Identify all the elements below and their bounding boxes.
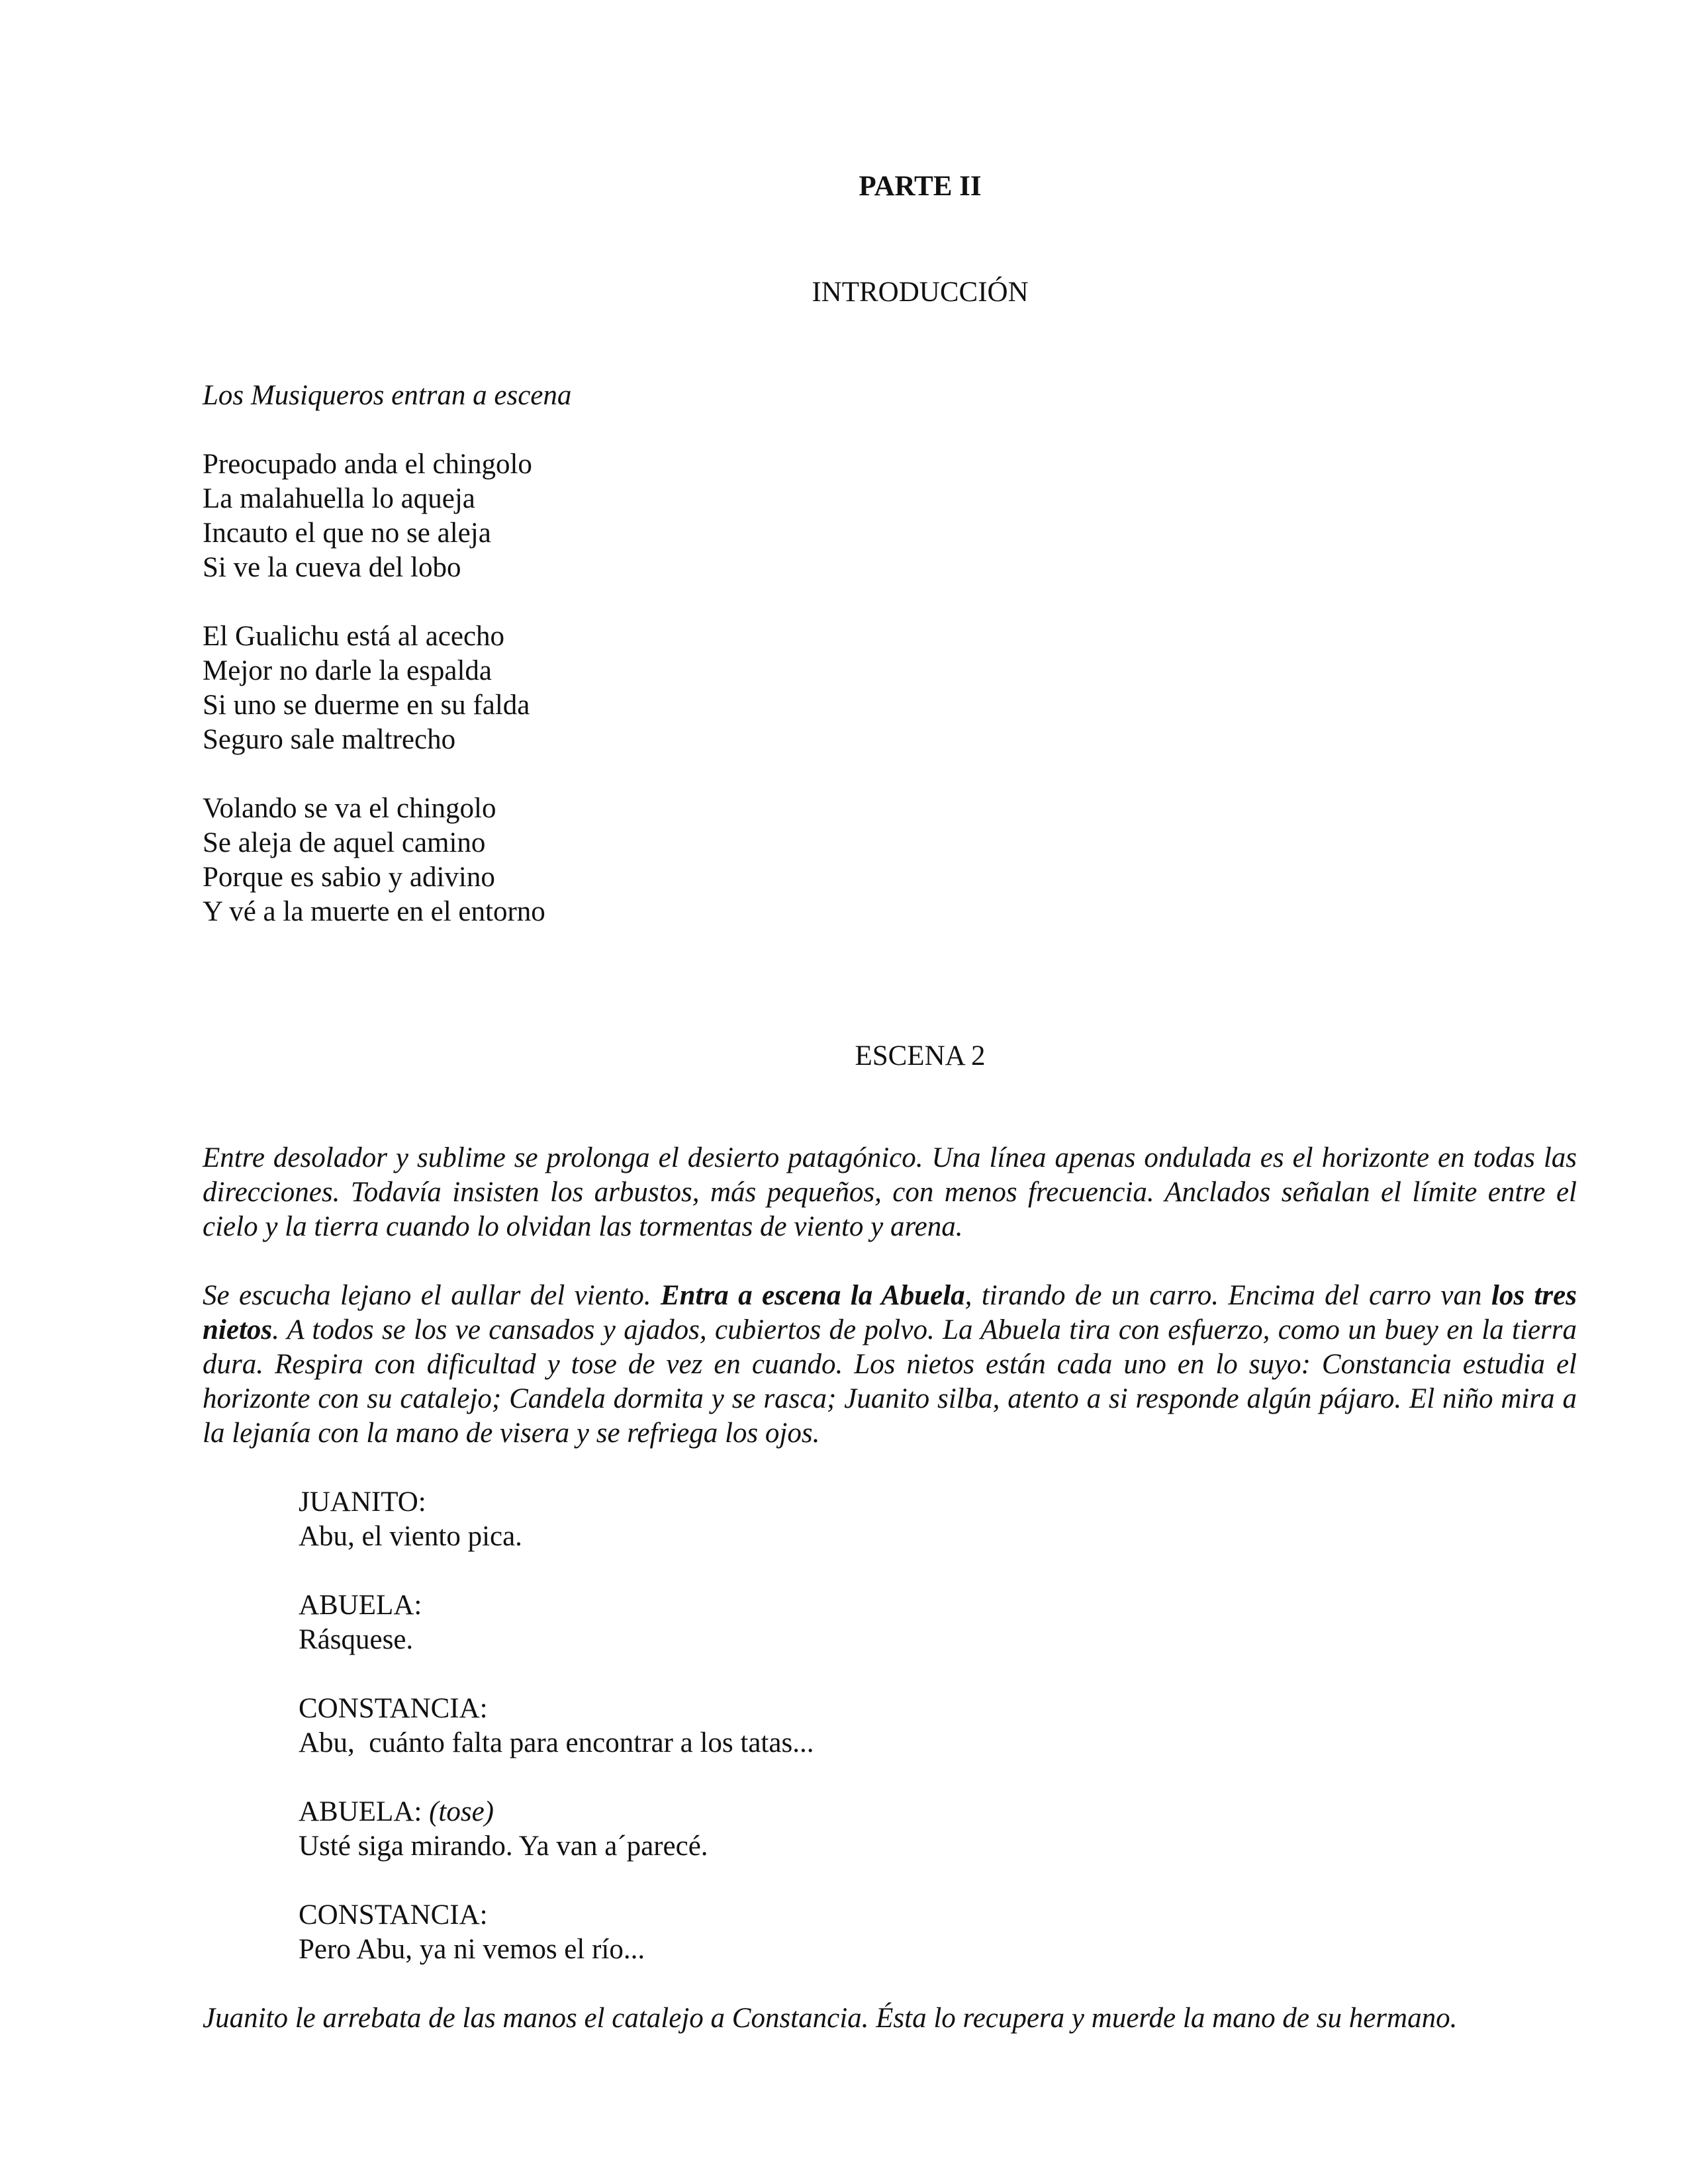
dialogue-block <box>299 1795 1556 1864</box>
parenthetical-direction: (tose) <box>429 1796 494 1827</box>
verse-line: Preocupado anda el chingolo <box>203 449 532 480</box>
verse-line: El Gualichu está al acecho <box>203 621 505 652</box>
description-text: Se escucha lejano el aullar del viento. <box>203 1280 661 1311</box>
speaker-name: CONSTANCIA: <box>299 1693 488 1724</box>
speech-line: Rásquese. <box>299 1624 414 1655</box>
speech-line: Abu, cuánto falta para encontrar a los tatas... <box>299 1727 814 1758</box>
speaker-line <box>299 1795 1556 1829</box>
speech-line: Usté siga mirando. Ya van a´parecé. <box>299 1831 708 1862</box>
verse-line: La malahuella lo aqueja <box>203 483 475 514</box>
dialogue-block <box>299 1898 1556 1967</box>
scene-description-action <box>203 1279 1577 1451</box>
scene-description: Entre desolador y sublime se prolonga el desierto patagónico. Una línea apenas ondulada es el horizonte en todas las direcciones. Todavía insisten los arbustos, más pequeños, con menos frecuencia. Anclados señalan el límite entre el cielo y la tierra cuando lo olvidan las tormentas de viento y arena. <box>203 1142 1577 1242</box>
speaker-name: ABUELA: <box>299 1590 422 1621</box>
speech-line: Abu, el viento pica. <box>299 1521 522 1552</box>
verse-line: Y vé a la muerte en el entorno <box>203 896 545 927</box>
verse-line: Mejor no darle la espalda <box>203 655 492 686</box>
stanza-1 <box>203 447 1577 585</box>
verse-line: Seguro sale maltrecho <box>203 724 456 755</box>
part-title: PARTE II <box>859 171 982 202</box>
description-emphasis: Entra a escena la Abuela <box>660 1280 965 1311</box>
speaker-name: ABUELA: <box>299 1796 422 1827</box>
description-text: , tirando de un carro. Encima del carro van <box>964 1280 1491 1311</box>
verse-line: Porque es sabio y adivino <box>203 862 495 893</box>
speaker-name: JUANITO: <box>299 1486 426 1518</box>
verse-line: Si ve la cueva del lobo <box>203 552 461 583</box>
verse-line: Volando se va el chingolo <box>203 793 496 824</box>
verse-line: Si uno se duerme en su falda <box>203 690 530 721</box>
description-text: . A todos se los ve cansados y ajados, cubiertos de polvo. La Abuela tira con esfuerzo, como un buey en la tierra dura. Respira con dificultad y tose de vez en cuando. Los nietos están cada uno en lo suyo: Constancia estudia el horizonte con su catalejo; Candela dormita y se rasca; Juanito silba, atento a si responde algún pájaro. El niño mira a la lejanía con la mano de visera y se refriega los ojos. <box>203 1314 1577 1449</box>
stanza-3 <box>203 792 1577 929</box>
speech-line: Pero Abu, ya ni vemos el río... <box>299 1934 645 1965</box>
dialogue-block <box>299 1692 1556 1760</box>
intro-stage-direction: Los Musiqueros entran a escena <box>203 380 572 411</box>
dialogue-block <box>299 1485 1556 1554</box>
section-title: INTRODUCCIÓN <box>812 277 1029 308</box>
description-emphasis: los tres nietos <box>203 1280 1577 1345</box>
dialogue-block <box>299 1588 1556 1657</box>
speaker-name: CONSTANCIA: <box>299 1899 488 1931</box>
verse-line: Se aleja de aquel camino <box>203 827 486 858</box>
scene-title: ESCENA 2 <box>855 1040 986 1071</box>
closing-stage-direction: Juanito le arrebata de las manos el catalejo a Constancia. Ésta lo recupera y muerde la mano de su hermano. <box>203 2003 1458 2034</box>
verse-line: Incauto el que no se aleja <box>203 518 491 549</box>
stanza-2 <box>203 619 1577 757</box>
